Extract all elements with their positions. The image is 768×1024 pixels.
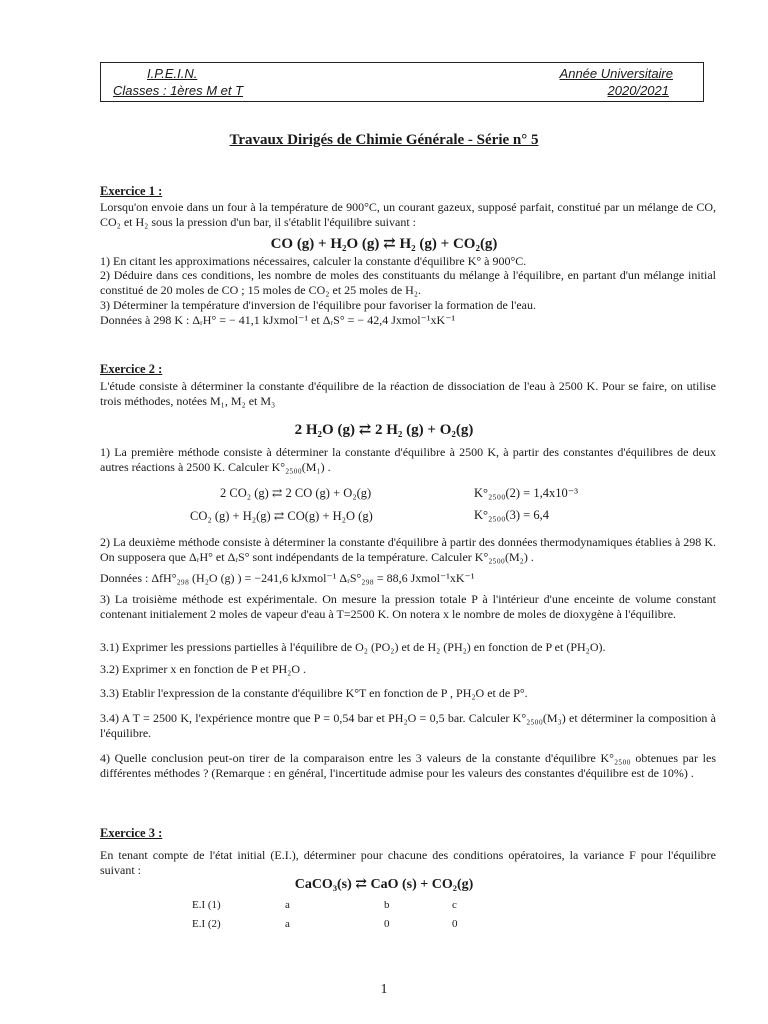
classes: Classes : 1ères M et T: [113, 83, 244, 98]
exercise-2-equation: 2 H₂O (g) ⇄ 2 H₂ (g) + O₂(g): [294, 422, 474, 438]
institution: I.P.E.I.N.: [147, 66, 198, 81]
academic-year: 2020/2021: [607, 83, 669, 98]
initial-state-label-2: E.I (2): [192, 918, 221, 930]
exercise-2-title: Exercice 2 :: [100, 362, 163, 376]
page-title: Travaux Dirigés de Chimie Générale - Série n° 5: [229, 132, 539, 148]
exercise-2-q3-2: 3.2) Exprimer x en fonction de P et PH₂O .: [100, 662, 307, 676]
exercise-1-data: Données à 298 K : ΔᵣH° = − 41,1 kJxmol⁻¹ et ΔᵣS° = − 42,4 Jxmol⁻¹xK⁻¹: [100, 313, 456, 327]
exercise-3-title: Exercice 3 :: [100, 826, 163, 840]
exercise-2-q3-3: 3.3) Etablir l'expression de la constante d'équilibre K°T en fonction de P , PH₂O et de P°.: [100, 686, 528, 700]
header-box: [100, 62, 704, 102]
page-number: 1: [380, 982, 388, 997]
exercise-1-equation: CO (g) + H₂O (g) ⇄ H₂ (g) + CO₂(g): [270, 236, 498, 252]
exercise-3-equation: CaCO₃(s) ⇄ CaO (s) + CO₂(g): [294, 877, 474, 892]
exercise-2-q1: 1) La première méthode consiste à déterminer la constante d'équilibre à 2500 K, à partir des constantes d'équilibres de deux autres réactions à 2500 K. Calculer K°₂₅₀₀(M₁) .: [100, 445, 716, 474]
reaction-3-constant: K°₂₅₀₀(3) = 6,4: [474, 508, 549, 522]
exercise-2-data: Données : ΔfH°₂₉₈ (H₂O (g) ) = −241,6 kJxmol⁻¹ ΔᵣS°₂₉₈ = 88,6 Jxmol⁻¹xK⁻¹: [100, 571, 475, 585]
reaction-3: CO₂ (g) + H₂(g) ⇄ CO(g) + H₂O (g): [190, 509, 373, 523]
exercise-2-q3: 3) La troisième méthode est expérimentale. On mesure la pression totale P à l'intérieur d'une enceinte de volume constant contenant initialement 2 moles de vapeur d'eau à T=2500 K. On notera x le nombre de moles de dioxygène à l'équilibre.: [100, 592, 716, 621]
exercise-1-q1: 1) En citant les approximations nécessaires, calculer la constante d'équilibre K° à 900°C.: [100, 254, 527, 268]
exercise-3-intro: En tenant compte de l'état initial (E.I.), déterminer pour chacune des conditions opératoires, la variance F pour l'équilibre suivant :: [100, 848, 716, 877]
exercise-1-q2: 2) Déduire dans ces conditions, les nombre de moles des constituants du mélange à l'équilibre, en partant d'un mélange initial constitué de 20 moles de CO ; 15 moles de CO₂ et 25 moles de H₂.: [100, 268, 716, 297]
exercise-1-q3: 3) Déterminer la température d'inversion de l'équilibre pour favoriser la formation de l'eau.: [100, 298, 536, 312]
initial-state-2-b: 0: [384, 918, 390, 930]
reaction-2: 2 CO₂ (g) ⇄ 2 CO (g) + O₂(g): [220, 486, 372, 500]
initial-state-2-a: a: [285, 918, 290, 930]
exercise-2-q4: 4) Quelle conclusion peut-on tirer de la comparaison entre les 3 valeurs de la constante d'équilibre K°₂₅₀₀ obtenues par les différentes méthodes ? (Remarque : en général, l'incertitude admise pour les valeurs des constantes d'équilibre est de 10%) .: [100, 751, 716, 780]
exercise-2-q3-1: 3.1) Exprimer les pressions partielles à l'équilibre de O₂ (PO₂) et de H₂ (PH₂) en fonction de P et (PH₂O).: [100, 640, 606, 654]
initial-state-2-c: 0: [452, 918, 458, 930]
year-label: Année Universitaire: [559, 66, 673, 81]
initial-state-1-b: b: [384, 899, 390, 911]
reaction-2-constant: K°₂₅₀₀(2) = 1,4x10⁻³: [474, 486, 579, 500]
exercise-2-q2: 2) La deuxième méthode consiste à déterminer la constante d'équilibre à partir des données thermodynamiques établies à 298 K. On supposera que ΔᵣH° et ΔᵣS° sont indépendants de la température. Calculer K°₂₅₀₀(M₂) .: [100, 535, 716, 564]
exercise-1-intro: Lorsqu'on envoie dans un four à la température de 900°C, un courant gazeux, supposé parfait, constitué par un mélange de CO, CO₂ et H₂ sous la pression d'un bar, il s'établit l'équilibre suivant :: [100, 200, 716, 229]
initial-state-1-c: c: [452, 899, 457, 911]
exercise-2-q3-4: 3.4) A T = 2500 K, l'expérience montre que P = 0,54 bar et PH₂O = 0,5 bar. Calculer K°₂₅₀₀(M₃) et déterminer la composition à l'équilibre.: [100, 711, 716, 740]
exercise-2-intro: L'étude consiste à déterminer la constante d'équilibre de la réaction de dissociation de l'eau à 2500 K. Pour se faire, on utilise trois méthodes, notées M₁, M₂ et M₃: [100, 379, 716, 408]
initial-state-1-a: a: [285, 899, 290, 911]
initial-state-label-1: E.I (1): [192, 899, 221, 911]
exercise-1-title: Exercice 1 :: [100, 184, 163, 198]
